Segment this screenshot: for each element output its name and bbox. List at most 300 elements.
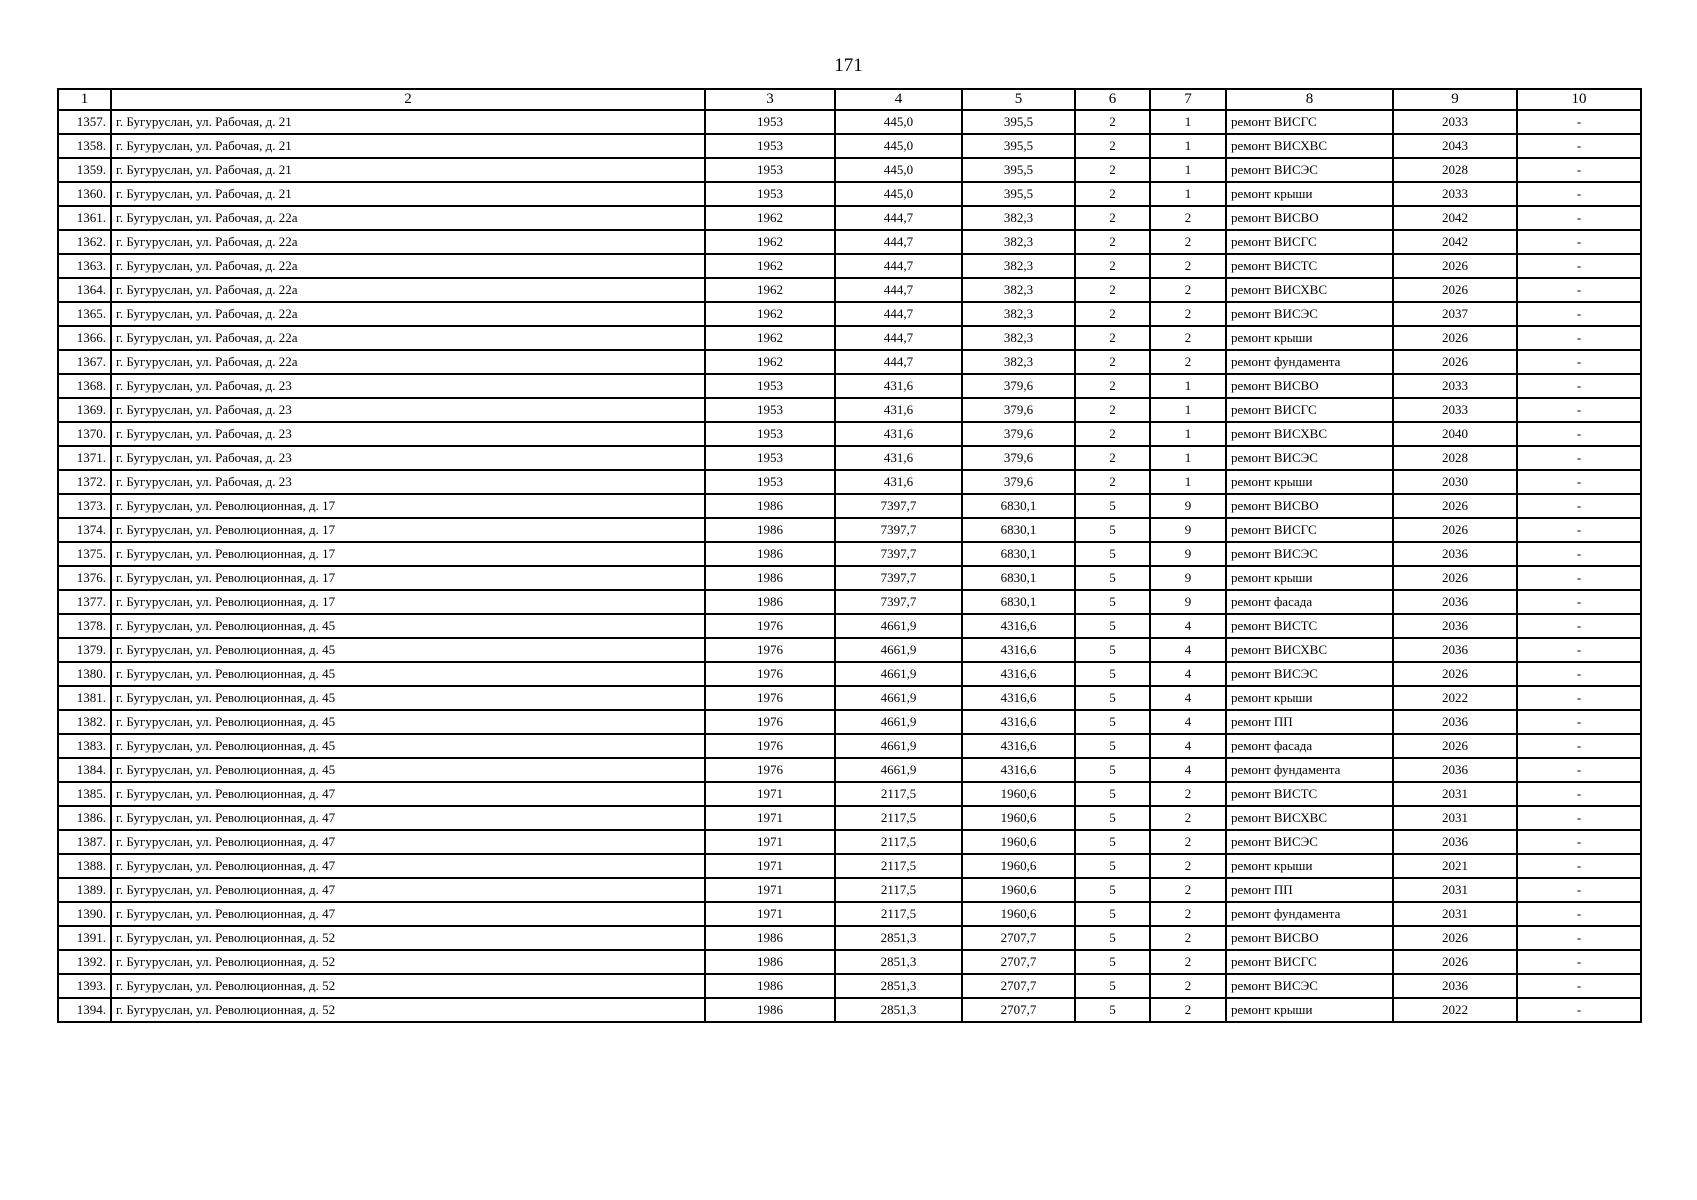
- cell-work-type: ремонт ВИСХВС: [1226, 134, 1393, 158]
- cell-entrances: 2: [1150, 878, 1226, 902]
- cell-year-built: 1953: [705, 134, 835, 158]
- cell-address: г. Бугуруслан, ул. Революционная, д. 47: [111, 782, 705, 806]
- cell-row-number: 1373.: [58, 494, 111, 518]
- cell-living-area: 395,5: [962, 182, 1075, 206]
- cell-planned-year: 2026: [1393, 350, 1517, 374]
- cell-floors: 5: [1075, 854, 1150, 878]
- cell-note: -: [1517, 446, 1641, 470]
- cell-address: г. Бугуруслан, ул. Революционная, д. 52: [111, 974, 705, 998]
- table-row: [58, 734, 1641, 758]
- table-row: [58, 806, 1641, 830]
- cell-year-built: 1986: [705, 494, 835, 518]
- cell-floors: 5: [1075, 614, 1150, 638]
- cell-work-type: ремонт фасада: [1226, 734, 1393, 758]
- cell-address: г. Бугуруслан, ул. Революционная, д. 45: [111, 758, 705, 782]
- table-row: [58, 470, 1641, 494]
- cell-work-type: ремонт ВИСХВС: [1226, 806, 1393, 830]
- cell-living-area: 2707,7: [962, 950, 1075, 974]
- cell-entrances: 9: [1150, 590, 1226, 614]
- cell-total-area: 7397,7: [835, 494, 962, 518]
- cell-year-built: 1962: [705, 302, 835, 326]
- cell-planned-year: 2043: [1393, 134, 1517, 158]
- cell-row-number: 1392.: [58, 950, 111, 974]
- cell-address: г. Бугуруслан, ул. Революционная, д. 45: [111, 638, 705, 662]
- cell-row-number: 1360.: [58, 182, 111, 206]
- cell-row-number: 1366.: [58, 326, 111, 350]
- cell-address: г. Бугуруслан, ул. Революционная, д. 45: [111, 734, 705, 758]
- cell-floors: 5: [1075, 686, 1150, 710]
- cell-total-area: 7397,7: [835, 566, 962, 590]
- cell-living-area: 2707,7: [962, 926, 1075, 950]
- cell-note: -: [1517, 350, 1641, 374]
- cell-entrances: 1: [1150, 398, 1226, 422]
- cell-planned-year: 2026: [1393, 326, 1517, 350]
- cell-total-area: 445,0: [835, 158, 962, 182]
- cell-work-type: ремонт ВИСХВС: [1226, 278, 1393, 302]
- cell-work-type: ремонт ВИСВО: [1226, 926, 1393, 950]
- cell-entrances: 1: [1150, 134, 1226, 158]
- cell-floors: 5: [1075, 902, 1150, 926]
- cell-planned-year: 2026: [1393, 518, 1517, 542]
- cell-floors: 5: [1075, 494, 1150, 518]
- cell-address: г. Бугуруслан, ул. Революционная, д. 45: [111, 710, 705, 734]
- cell-row-number: 1381.: [58, 686, 111, 710]
- cell-floors: 2: [1075, 278, 1150, 302]
- cell-entrances: 2: [1150, 926, 1226, 950]
- cell-floors: 2: [1075, 326, 1150, 350]
- cell-row-number: 1372.: [58, 470, 111, 494]
- cell-floors: 5: [1075, 950, 1150, 974]
- column-header-5: 5: [962, 89, 1075, 110]
- cell-address: г. Бугуруслан, ул. Революционная, д. 47: [111, 806, 705, 830]
- table-row: [58, 998, 1641, 1022]
- cell-planned-year: 2033: [1393, 398, 1517, 422]
- cell-floors: 5: [1075, 566, 1150, 590]
- cell-living-area: 1960,6: [962, 878, 1075, 902]
- cell-entrances: 1: [1150, 182, 1226, 206]
- cell-total-area: 4661,9: [835, 710, 962, 734]
- cell-total-area: 4661,9: [835, 614, 962, 638]
- table-row: [58, 830, 1641, 854]
- cell-planned-year: 2031: [1393, 782, 1517, 806]
- table-row: [58, 758, 1641, 782]
- cell-planned-year: 2026: [1393, 950, 1517, 974]
- cell-total-area: 2117,5: [835, 902, 962, 926]
- cell-address: г. Бугуруслан, ул. Революционная, д. 52: [111, 998, 705, 1022]
- cell-work-type: ремонт крыши: [1226, 686, 1393, 710]
- cell-living-area: 4316,6: [962, 614, 1075, 638]
- table-row: [58, 374, 1641, 398]
- cell-note: -: [1517, 758, 1641, 782]
- cell-address: г. Бугуруслан, ул. Рабочая, д. 21: [111, 134, 705, 158]
- table-row: [58, 182, 1641, 206]
- column-header-9: 9: [1393, 89, 1517, 110]
- cell-entrances: 2: [1150, 278, 1226, 302]
- table-row: [58, 902, 1641, 926]
- cell-row-number: 1374.: [58, 518, 111, 542]
- cell-entrances: 2: [1150, 902, 1226, 926]
- cell-row-number: 1393.: [58, 974, 111, 998]
- cell-floors: 2: [1075, 374, 1150, 398]
- cell-work-type: ремонт ВИСЭС: [1226, 446, 1393, 470]
- cell-total-area: 2117,5: [835, 782, 962, 806]
- cell-year-built: 1953: [705, 446, 835, 470]
- cell-living-area: 1960,6: [962, 782, 1075, 806]
- table-row: [58, 206, 1641, 230]
- table-row: [58, 254, 1641, 278]
- cell-floors: 5: [1075, 638, 1150, 662]
- cell-address: г. Бугуруслан, ул. Рабочая, д. 23: [111, 398, 705, 422]
- cell-row-number: 1368.: [58, 374, 111, 398]
- cell-floors: 5: [1075, 710, 1150, 734]
- cell-total-area: 2851,3: [835, 950, 962, 974]
- cell-year-built: 1962: [705, 278, 835, 302]
- cell-living-area: 1960,6: [962, 830, 1075, 854]
- table-row: [58, 686, 1641, 710]
- cell-living-area: 379,6: [962, 398, 1075, 422]
- cell-entrances: 4: [1150, 758, 1226, 782]
- table-row: [58, 518, 1641, 542]
- cell-floors: 2: [1075, 446, 1150, 470]
- page-number: 171: [834, 55, 863, 76]
- cell-entrances: 4: [1150, 614, 1226, 638]
- column-header-2: 2: [111, 89, 705, 110]
- cell-work-type: ремонт крыши: [1226, 566, 1393, 590]
- cell-floors: 5: [1075, 998, 1150, 1022]
- cell-address: г. Бугуруслан, ул. Рабочая, д. 23: [111, 374, 705, 398]
- cell-work-type: ремонт фундамента: [1226, 350, 1393, 374]
- cell-note: -: [1517, 854, 1641, 878]
- cell-work-type: ремонт ВИСХВС: [1226, 638, 1393, 662]
- cell-work-type: ремонт ВИСГС: [1226, 518, 1393, 542]
- table-row: [58, 542, 1641, 566]
- cell-planned-year: 2030: [1393, 470, 1517, 494]
- cell-row-number: 1359.: [58, 158, 111, 182]
- cell-total-area: 445,0: [835, 182, 962, 206]
- cell-address: г. Бугуруслан, ул. Рабочая, д. 23: [111, 446, 705, 470]
- cell-entrances: 4: [1150, 734, 1226, 758]
- cell-work-type: ремонт ВИСЭС: [1226, 158, 1393, 182]
- cell-address: г. Бугуруслан, ул. Революционная, д. 47: [111, 830, 705, 854]
- cell-entrances: 2: [1150, 302, 1226, 326]
- cell-year-built: 1976: [705, 662, 835, 686]
- cell-row-number: 1357.: [58, 110, 111, 134]
- cell-year-built: 1976: [705, 710, 835, 734]
- cell-year-built: 1962: [705, 326, 835, 350]
- cell-total-area: 4661,9: [835, 686, 962, 710]
- cell-year-built: 1953: [705, 158, 835, 182]
- cell-address: г. Бугуруслан, ул. Рабочая, д. 23: [111, 422, 705, 446]
- table-row: [58, 398, 1641, 422]
- cell-living-area: 382,3: [962, 326, 1075, 350]
- cell-row-number: 1367.: [58, 350, 111, 374]
- cell-year-built: 1971: [705, 830, 835, 854]
- cell-row-number: 1386.: [58, 806, 111, 830]
- cell-address: г. Бугуруслан, ул. Рабочая, д. 21: [111, 158, 705, 182]
- cell-living-area: 379,6: [962, 374, 1075, 398]
- cell-note: -: [1517, 734, 1641, 758]
- cell-total-area: 444,7: [835, 230, 962, 254]
- cell-planned-year: 2028: [1393, 446, 1517, 470]
- cell-living-area: 382,3: [962, 254, 1075, 278]
- cell-work-type: ремонт ВИСТС: [1226, 254, 1393, 278]
- cell-total-area: 4661,9: [835, 638, 962, 662]
- cell-note: -: [1517, 302, 1641, 326]
- cell-work-type: ремонт фасада: [1226, 590, 1393, 614]
- cell-total-area: 4661,9: [835, 734, 962, 758]
- cell-entrances: 1: [1150, 110, 1226, 134]
- cell-note: -: [1517, 134, 1641, 158]
- cell-address: г. Бугуруслан, ул. Революционная, д. 47: [111, 878, 705, 902]
- cell-row-number: 1382.: [58, 710, 111, 734]
- cell-year-built: 1986: [705, 518, 835, 542]
- table-row: [58, 638, 1641, 662]
- cell-work-type: ремонт ВИСТС: [1226, 614, 1393, 638]
- cell-floors: 5: [1075, 974, 1150, 998]
- cell-total-area: 431,6: [835, 422, 962, 446]
- cell-entrances: 1: [1150, 374, 1226, 398]
- cell-address: г. Бугуруслан, ул. Революционная, д. 45: [111, 662, 705, 686]
- cell-living-area: 395,5: [962, 134, 1075, 158]
- cell-row-number: 1370.: [58, 422, 111, 446]
- cell-row-number: 1391.: [58, 926, 111, 950]
- cell-year-built: 1971: [705, 878, 835, 902]
- cell-entrances: 2: [1150, 854, 1226, 878]
- cell-address: г. Бугуруслан, ул. Революционная, д. 17: [111, 494, 705, 518]
- cell-planned-year: 2037: [1393, 302, 1517, 326]
- cell-total-area: 2851,3: [835, 974, 962, 998]
- cell-floors: 5: [1075, 518, 1150, 542]
- cell-year-built: 1976: [705, 614, 835, 638]
- table-row: [58, 926, 1641, 950]
- cell-row-number: 1394.: [58, 998, 111, 1022]
- cell-row-number: 1365.: [58, 302, 111, 326]
- cell-floors: 2: [1075, 110, 1150, 134]
- cell-year-built: 1986: [705, 974, 835, 998]
- cell-living-area: 4316,6: [962, 758, 1075, 782]
- table-row: [58, 158, 1641, 182]
- cell-note: -: [1517, 278, 1641, 302]
- cell-total-area: 444,7: [835, 302, 962, 326]
- cell-floors: 2: [1075, 302, 1150, 326]
- cell-year-built: 1962: [705, 350, 835, 374]
- cell-planned-year: 2036: [1393, 830, 1517, 854]
- table-row: [58, 446, 1641, 470]
- cell-note: -: [1517, 782, 1641, 806]
- cell-work-type: ремонт ВИСГС: [1226, 398, 1393, 422]
- cell-living-area: 4316,6: [962, 734, 1075, 758]
- cell-row-number: 1376.: [58, 566, 111, 590]
- cell-total-area: 2117,5: [835, 830, 962, 854]
- cell-year-built: 1971: [705, 854, 835, 878]
- cell-entrances: 4: [1150, 638, 1226, 662]
- cell-address: г. Бугуруслан, ул. Революционная, д. 52: [111, 926, 705, 950]
- cell-row-number: 1380.: [58, 662, 111, 686]
- cell-entrances: 2: [1150, 830, 1226, 854]
- cell-total-area: 444,7: [835, 206, 962, 230]
- cell-total-area: 431,6: [835, 374, 962, 398]
- cell-note: -: [1517, 470, 1641, 494]
- cell-living-area: 379,6: [962, 470, 1075, 494]
- cell-planned-year: 2036: [1393, 758, 1517, 782]
- cell-work-type: ремонт фундамента: [1226, 902, 1393, 926]
- cell-entrances: 1: [1150, 158, 1226, 182]
- cell-note: -: [1517, 590, 1641, 614]
- cell-living-area: 382,3: [962, 302, 1075, 326]
- table-row: [58, 662, 1641, 686]
- cell-work-type: ремонт фундамента: [1226, 758, 1393, 782]
- cell-address: г. Бугуруслан, ул. Рабочая, д. 22а: [111, 302, 705, 326]
- cell-planned-year: 2036: [1393, 590, 1517, 614]
- cell-total-area: 445,0: [835, 110, 962, 134]
- cell-total-area: 7397,7: [835, 590, 962, 614]
- cell-living-area: 382,3: [962, 350, 1075, 374]
- cell-work-type: ремонт ВИСЭС: [1226, 830, 1393, 854]
- cell-planned-year: 2033: [1393, 374, 1517, 398]
- cell-note: -: [1517, 974, 1641, 998]
- cell-note: -: [1517, 254, 1641, 278]
- cell-living-area: 6830,1: [962, 518, 1075, 542]
- cell-floors: 5: [1075, 830, 1150, 854]
- cell-note: -: [1517, 638, 1641, 662]
- cell-planned-year: 2031: [1393, 806, 1517, 830]
- cell-work-type: ремонт ВИСВО: [1226, 206, 1393, 230]
- cell-planned-year: 2033: [1393, 110, 1517, 134]
- cell-planned-year: 2026: [1393, 926, 1517, 950]
- cell-planned-year: 2036: [1393, 614, 1517, 638]
- cell-total-area: 431,6: [835, 446, 962, 470]
- cell-entrances: 4: [1150, 686, 1226, 710]
- cell-work-type: ремонт ПП: [1226, 710, 1393, 734]
- cell-total-area: 2117,5: [835, 854, 962, 878]
- cell-year-built: 1953: [705, 110, 835, 134]
- cell-living-area: 2707,7: [962, 974, 1075, 998]
- cell-floors: 2: [1075, 350, 1150, 374]
- cell-living-area: 1960,6: [962, 854, 1075, 878]
- cell-year-built: 1986: [705, 542, 835, 566]
- cell-planned-year: 2036: [1393, 542, 1517, 566]
- cell-year-built: 1986: [705, 566, 835, 590]
- cell-note: -: [1517, 518, 1641, 542]
- cell-work-type: ремонт крыши: [1226, 854, 1393, 878]
- cell-work-type: ремонт ВИСЭС: [1226, 662, 1393, 686]
- cell-total-area: 7397,7: [835, 542, 962, 566]
- cell-floors: 2: [1075, 230, 1150, 254]
- cell-total-area: 444,7: [835, 278, 962, 302]
- cell-row-number: 1377.: [58, 590, 111, 614]
- table-row: [58, 326, 1641, 350]
- cell-year-built: 1976: [705, 758, 835, 782]
- cell-floors: 2: [1075, 470, 1150, 494]
- cell-note: -: [1517, 878, 1641, 902]
- cell-floors: 5: [1075, 878, 1150, 902]
- cell-note: -: [1517, 902, 1641, 926]
- cell-work-type: ремонт ВИСТС: [1226, 782, 1393, 806]
- table-row: [58, 494, 1641, 518]
- cell-row-number: 1379.: [58, 638, 111, 662]
- cell-planned-year: 2036: [1393, 710, 1517, 734]
- column-header-3: 3: [705, 89, 835, 110]
- cell-note: -: [1517, 662, 1641, 686]
- table-row: [58, 566, 1641, 590]
- cell-total-area: 444,7: [835, 326, 962, 350]
- cell-work-type: ремонт ВИСГС: [1226, 950, 1393, 974]
- cell-year-built: 1962: [705, 254, 835, 278]
- cell-floors: 2: [1075, 422, 1150, 446]
- cell-entrances: 2: [1150, 326, 1226, 350]
- cell-note: -: [1517, 110, 1641, 134]
- cell-entrances: 2: [1150, 206, 1226, 230]
- cell-year-built: 1953: [705, 422, 835, 446]
- cell-address: г. Бугуруслан, ул. Революционная, д. 47: [111, 902, 705, 926]
- cell-row-number: 1378.: [58, 614, 111, 638]
- cell-address: г. Бугуруслан, ул. Рабочая, д. 21: [111, 110, 705, 134]
- cell-entrances: 2: [1150, 230, 1226, 254]
- cell-note: -: [1517, 206, 1641, 230]
- cell-total-area: 2117,5: [835, 806, 962, 830]
- column-header-1: 1: [58, 89, 111, 110]
- cell-row-number: 1358.: [58, 134, 111, 158]
- cell-year-built: 1953: [705, 182, 835, 206]
- cell-year-built: 1986: [705, 950, 835, 974]
- cell-work-type: ремонт ВИСВО: [1226, 494, 1393, 518]
- cell-living-area: 382,3: [962, 230, 1075, 254]
- cell-living-area: 6830,1: [962, 566, 1075, 590]
- cell-address: г. Бугуруслан, ул. Революционная, д. 45: [111, 686, 705, 710]
- cell-total-area: 2117,5: [835, 878, 962, 902]
- cell-year-built: 1962: [705, 230, 835, 254]
- cell-floors: 2: [1075, 158, 1150, 182]
- cell-row-number: 1388.: [58, 854, 111, 878]
- cell-living-area: 395,5: [962, 158, 1075, 182]
- cell-living-area: 4316,6: [962, 662, 1075, 686]
- cell-year-built: 1971: [705, 902, 835, 926]
- cell-total-area: 4661,9: [835, 758, 962, 782]
- cell-planned-year: 2026: [1393, 734, 1517, 758]
- cell-row-number: 1387.: [58, 830, 111, 854]
- cell-row-number: 1390.: [58, 902, 111, 926]
- cell-total-area: 431,6: [835, 470, 962, 494]
- cell-note: -: [1517, 950, 1641, 974]
- cell-planned-year: 2031: [1393, 902, 1517, 926]
- cell-living-area: 382,3: [962, 206, 1075, 230]
- cell-year-built: 1962: [705, 206, 835, 230]
- cell-address: г. Бугуруслан, ул. Революционная, д. 17: [111, 542, 705, 566]
- table-row: [58, 614, 1641, 638]
- cell-work-type: ремонт крыши: [1226, 182, 1393, 206]
- cell-total-area: 445,0: [835, 134, 962, 158]
- cell-total-area: 4661,9: [835, 662, 962, 686]
- cell-living-area: 1960,6: [962, 902, 1075, 926]
- cell-floors: 2: [1075, 206, 1150, 230]
- cell-year-built: 1986: [705, 590, 835, 614]
- cell-total-area: 2851,3: [835, 998, 962, 1022]
- table-row: [58, 110, 1641, 134]
- cell-address: г. Бугуруслан, ул. Революционная, д. 47: [111, 854, 705, 878]
- cell-note: -: [1517, 230, 1641, 254]
- repair-schedule-table: [57, 88, 1642, 1023]
- cell-note: -: [1517, 614, 1641, 638]
- cell-floors: 5: [1075, 734, 1150, 758]
- cell-entrances: 9: [1150, 566, 1226, 590]
- cell-planned-year: 2031: [1393, 878, 1517, 902]
- cell-year-built: 1976: [705, 638, 835, 662]
- cell-address: г. Бугуруслан, ул. Революционная, д. 17: [111, 590, 705, 614]
- cell-note: -: [1517, 806, 1641, 830]
- cell-planned-year: 2026: [1393, 662, 1517, 686]
- cell-note: -: [1517, 158, 1641, 182]
- cell-living-area: 379,6: [962, 446, 1075, 470]
